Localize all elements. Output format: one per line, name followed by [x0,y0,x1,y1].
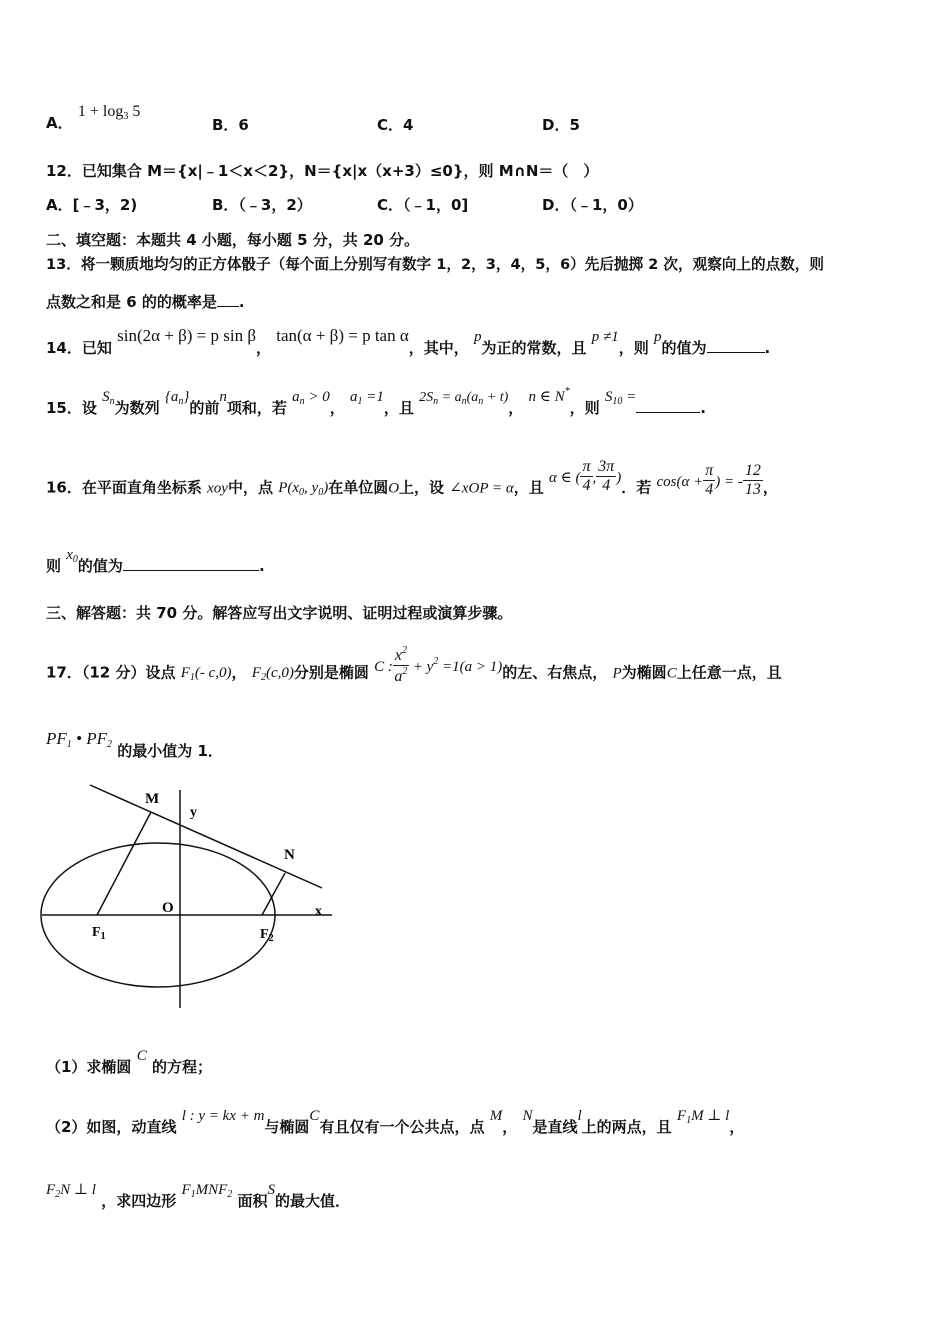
label-n: N [284,847,295,863]
q17-part2-line2: $F_2N$ ⊥ l ，求四边形 $F_1MNF_2$ 面积S的最大值． [46,1182,351,1210]
q12-option-c: C．（﹣1，0] [377,196,469,214]
segment-f2-n [262,873,285,915]
label-y: y [190,805,197,820]
q16-line2: 则 $x_0$的值为 . [46,547,265,575]
label-o: O [162,900,174,916]
q15: 15．设 $S_n$为数列 $\{a_n\}$的前n项和，若 $a_n > 0$， $a_1 =1$，且 $2S_n = a_n(a_n + t)$， n ∈ N*，则 $S_{10}$ =. [46,386,706,417]
q16-line1: 16．在平面直角坐标系 xoy中，点 $P(x_0$, $y_0$)在单位圆O上，设 ∠xOP = α，且 α ∈ ( $\frac{\pi}{4}$ , $\frac{3\pi}{4}$ )．若 cos(α + $\frac{\pi}{4}$ ) = - $\frac{12}{13}$ ， [46,458,778,499]
q11-option-d: D．5 [542,116,580,134]
answer-blank [707,351,765,353]
q14: 14．已知 sin(2α + β) = p sin β， tan(α + β) = p tan α，其中， p为正的常数，且 p ≠1，则 p的值为 . [46,326,771,357]
q12-stem: 12．已知集合 M＝{x|﹣1＜x＜2}，N＝{x|x（x+3）≤0}，则 M∩N＝（ ） [46,162,599,180]
q12-option-d: D．（﹣1，0） [542,196,643,214]
section-solution-heading: 三、解答题：共 70 分。解答应写出文字说明、证明过程或演算步骤。 [46,604,513,622]
q17-min-condition: $PF_1$ • $PF_2$ 的最小值为 1． [46,729,223,760]
q17-part2-line1: （2）如图，动直线 l : y = kx + m与椭圆C有且仅有一个公共点，点 M， N是直线l上的两点，且 $F_1M$ ⊥ l， [46,1108,745,1136]
answer-blank [636,411,700,413]
segment-f1-m [97,812,151,915]
q12-option-a: A．[﹣3，2) [46,196,138,214]
label-x: x [315,904,322,919]
answer-blank [123,569,259,571]
section-fill-in-heading: 二、填空题：本题共 4 小题，每小题 5 分，共 20 分。 [46,231,420,249]
q12-option-b: B．（﹣3，2） [212,196,312,214]
q11-option-a: A． $1 + \log_3 5$ [46,103,141,132]
label-m: M [145,791,160,807]
q13-line2: 点数之和是 6 的的概率是 . [46,293,245,311]
ellipse-figure [40,770,340,1020]
label-f2: $F_2$ [260,927,274,944]
q13-line1: 13．将一颗质地均匀的正方体骰子（每个面上分别写有数字 1，2，3，4，5，6）先后抛掷 2 次，观察向上的点数，则 [46,256,824,273]
answer-blank [217,305,239,307]
q17-part1: （1）求椭圆 C 的方程； [46,1048,212,1076]
label-f1: $F_1$ [92,925,106,942]
q11-option-c: C．4 [377,116,414,134]
tangent-line-l [90,785,322,888]
q17-stem: 17．（12 分）设点 $F_1(-$ c,0)， $F_2(c,0)$分别是椭圆 C : $\frac{x^2}{a^2}$ + $y^2 =1(a > 1)$的左、右焦点， P为椭圆C上任意一点，且 [46,645,782,686]
q11-option-b: B．6 [212,116,249,134]
